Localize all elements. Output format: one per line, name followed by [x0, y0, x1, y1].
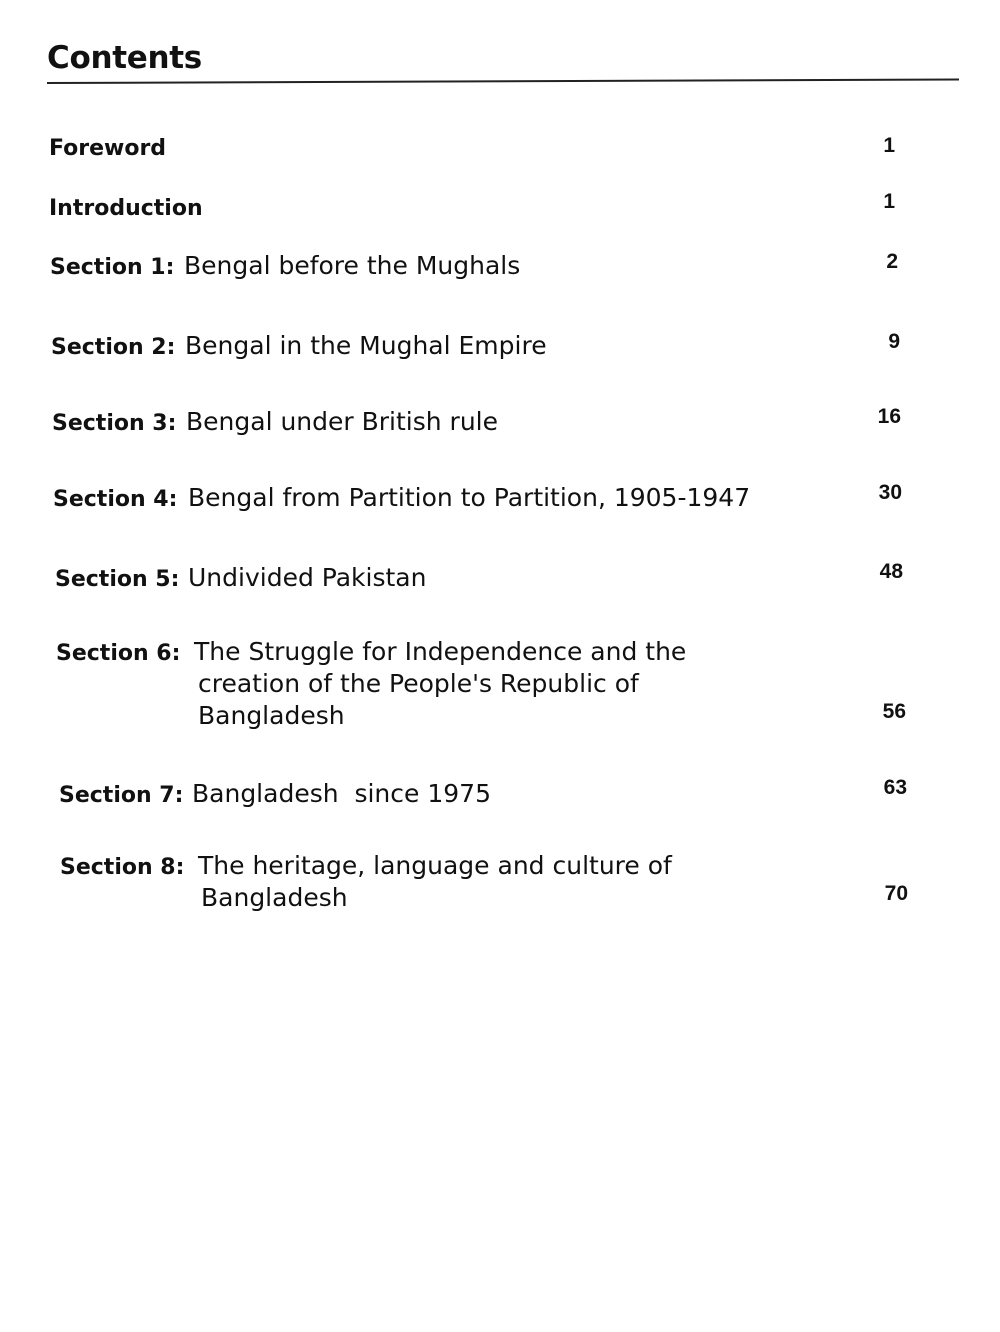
toc-page-number: 70 [884, 882, 908, 905]
page-title: Contents [47, 40, 202, 76]
toc-page-number: 30 [878, 481, 902, 504]
toc-label: Section 7: [59, 783, 184, 808]
toc-entry-section-8[interactable] [60, 850, 672, 914]
toc-title: Bengal before the Mughals [184, 251, 521, 280]
toc-title-line: The heritage, language and culture of [198, 851, 672, 880]
toc-label: Foreword [49, 136, 167, 161]
toc-title [194, 636, 686, 732]
toc-title-line: The Struggle for Independence and the [194, 637, 687, 666]
toc-entry-section-2[interactable] [51, 330, 547, 362]
toc-page-number: 1 [883, 190, 895, 213]
toc-entry-foreword[interactable] [49, 136, 166, 161]
toc-title: Undivided Pakistan [188, 563, 427, 592]
toc-page-number: 16 [877, 405, 901, 428]
toc-label: Section 5: [55, 567, 180, 592]
toc-label: Section 1: [50, 255, 175, 280]
toc-title-line: creation of the People's Republic of [198, 669, 639, 698]
toc-entry-section-5[interactable] [55, 562, 426, 594]
toc-label: Section 3: [52, 411, 177, 436]
toc-entry-section-6[interactable] [56, 636, 686, 732]
toc-label: Section 6: [56, 641, 181, 666]
toc-label: Section 4: [53, 487, 178, 512]
toc-title [198, 850, 672, 914]
toc-page-number: 63 [883, 776, 907, 799]
toc-page-number: 48 [879, 560, 903, 583]
toc-title-line: Bangladesh [198, 701, 345, 730]
toc-entry-section-7[interactable] [59, 778, 491, 810]
toc-page-number: 56 [882, 700, 906, 723]
toc-title-line: Bangladesh [201, 883, 348, 912]
toc-page-number: 2 [886, 250, 898, 273]
toc-label: Section 2: [51, 335, 176, 360]
toc-entry-section-1[interactable] [50, 250, 520, 282]
toc-title: Bengal from Partition to Partition, 1905-1947 [188, 483, 751, 512]
toc-label: Introduction [49, 196, 203, 221]
toc-entry-section-4[interactable] [53, 482, 750, 514]
toc-label: Section 8: [60, 855, 185, 880]
toc-page-number: 9 [888, 330, 900, 353]
title-divider [47, 78, 959, 84]
toc-title: Bengal under British rule [186, 407, 499, 436]
toc-title: Bangladesh since 1975 [192, 779, 491, 808]
toc-entry-introduction[interactable] [49, 196, 203, 221]
toc-entry-section-3[interactable] [52, 406, 498, 438]
toc-title: Bengal in the Mughal Empire [185, 331, 547, 360]
toc-page-number: 1 [883, 134, 895, 157]
